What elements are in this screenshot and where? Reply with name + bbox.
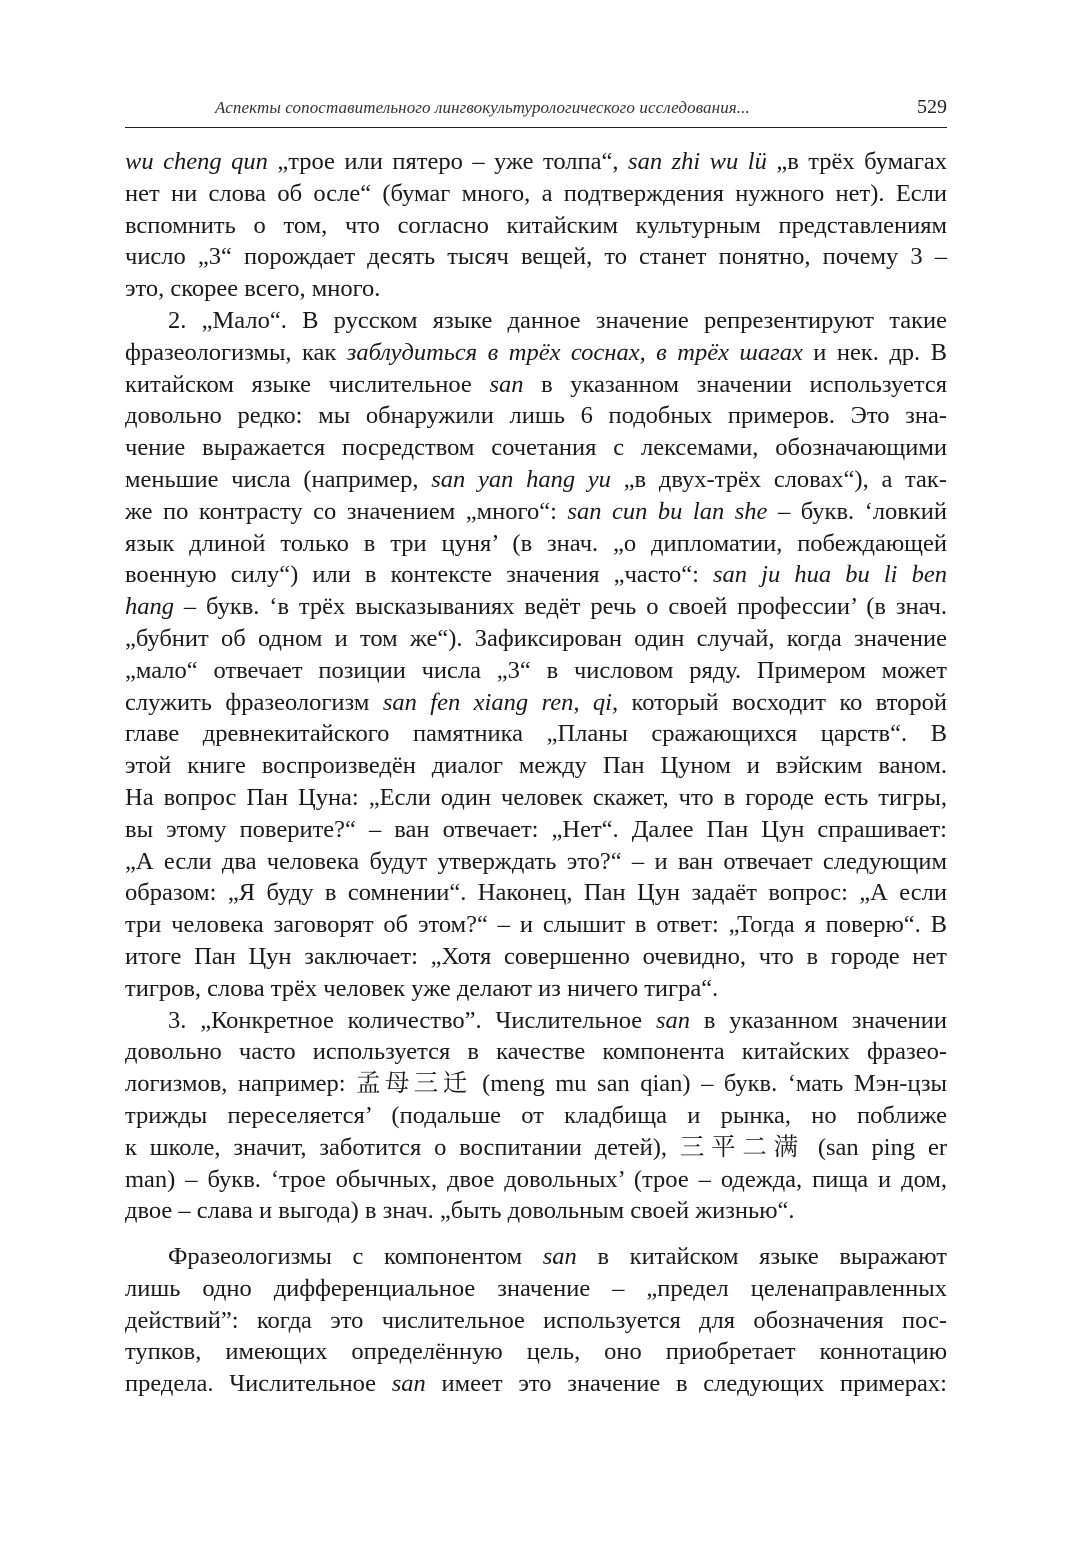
text-line [125, 782, 947, 814]
text-run: китайском языке числительное [125, 370, 490, 398]
text-run: man) – букв. ‘трое обычных, двое довольных’ (трое – одежда, пища и дом, [125, 1165, 947, 1193]
text-run: На вопрос Пан Цуна: „Если один человек скажет, что в городе есть тигры, [125, 783, 947, 811]
text-line [125, 1368, 947, 1400]
text-run: действий”: когда это числительное используется для обозначения пос- [125, 1306, 947, 1334]
italic-term: san zhi wu lü [628, 148, 767, 175]
text-line [125, 241, 947, 273]
italic-term: san cun bu lan she [567, 497, 768, 525]
text-line [125, 146, 947, 178]
text-run: тигров, слова трёх человек уже делают из ничего тигра“. [125, 974, 719, 1002]
text-run: – букв. ‘ловкий [767, 497, 947, 525]
text-run: – букв. ‘в трёх высказываниях ведёт речь о своей профессии’ (в знач. [174, 593, 947, 621]
text-run: тупков, имеющих определённую цель, оно приобретает коннотацию [125, 1338, 947, 1366]
text-line [125, 559, 947, 591]
text-line [125, 273, 947, 305]
text-line [125, 1100, 947, 1132]
text-run: служить фразеологизм [125, 688, 383, 716]
text-line [125, 687, 947, 719]
text-run: язык длиной только в три цуня’ (в знач. „о дипломатии, побеждающей [125, 529, 947, 557]
text-run: в указанном значении [690, 1006, 947, 1034]
text-run: вспомнить о том, что согласно китайским культурным представлениям [125, 211, 947, 239]
text-run: же по контрасту со значением „много“: [125, 497, 568, 525]
text-line [125, 1164, 947, 1196]
text-line [125, 369, 947, 401]
italic-term: san yan hang yu [431, 465, 611, 493]
text-line [125, 1305, 947, 1337]
text-line [125, 973, 947, 1005]
text-run: трижды переселяется’ (подальше от кладбища и рынка, но поближе [125, 1101, 947, 1129]
text-line [125, 210, 947, 242]
italic-term: wu cheng qun [125, 148, 268, 175]
text-line [125, 1273, 947, 1305]
text-line [125, 591, 947, 623]
text-line [125, 1036, 947, 1068]
text-line [125, 718, 947, 750]
body-text [125, 146, 947, 1400]
document-page [125, 96, 947, 1400]
text-run: имеет это значение в следующих примерах: [425, 1370, 947, 1398]
text-line [125, 337, 947, 369]
text-run: в указанном значении используется [523, 370, 948, 398]
text-run: „мало“ отвечает позиции числа „3“ в числовом ряду. Примером может [125, 656, 947, 684]
text-run: чение выражается посредством сочетания с лексемами, обозначающими [125, 434, 947, 462]
text-run: „А если два человека будут утверждать это?“ – и ван отвечает следующим [125, 847, 947, 875]
text-run: три человека заговорят об этом?“ – и слышит в ответ: „Тогда я поверю“. В [125, 911, 947, 939]
text-run: военную силу“) или в контексте значения „часто“: [125, 561, 714, 589]
text-run: вы этому поверите?“ – ван отвечает: „Нет“. Далее Пан Цун спрашивает: [125, 815, 947, 843]
text-run: лишь одно дифференциальное значение – „предел целенаправленных [125, 1274, 947, 1302]
text-run: Фразеологизмы с компонентом [168, 1243, 543, 1271]
text-line [125, 909, 947, 941]
text-run: „трое или пятеро – уже толпа“, [267, 148, 629, 175]
running-header [125, 96, 947, 128]
text-line [125, 1241, 947, 1273]
text-run: который восходит ко второй [618, 688, 947, 716]
text-run: довольно редко: мы обнаружили лишь 6 подобных примеров. Это зна- [125, 402, 947, 430]
text-run: меньшие числа (например, [125, 465, 432, 493]
italic-term: san ju hua bu li ben [713, 561, 947, 589]
text-line [125, 400, 947, 432]
text-line [125, 750, 947, 782]
text-line [125, 623, 947, 655]
text-line [125, 655, 947, 687]
text-run: 3. „Конкретное количество”. Числительное [168, 1006, 656, 1034]
text-line [125, 305, 947, 337]
text-line [125, 496, 947, 528]
italic-term: san [391, 1370, 426, 1398]
text-run: 2. „Мало“. В русском языке данное значение репрезентируют такие [168, 306, 947, 334]
text-line [125, 941, 947, 973]
text-run: „бубнит об одном и том же“). Зафиксирован один случай, когда значение [125, 624, 947, 652]
text-line [125, 877, 947, 909]
page-number: 529 [917, 96, 947, 118]
text-run: итоге Пан Цун заключает: „Хотя совершенно очевидно, что в городе нет [125, 942, 947, 970]
text-line [125, 178, 947, 210]
text-run: двое – слава и выгода) в знач. „быть довольным своей жизнью“. [125, 1197, 795, 1225]
italic-term: san fen xiang ren, qi, [382, 688, 619, 716]
text-line [125, 1005, 947, 1037]
text-line [125, 1132, 947, 1164]
text-run: к школе, значит, заботится о воспитании детей), 三平二满 (san ping er [125, 1133, 947, 1161]
text-run: фразеологизмы, как [125, 338, 347, 366]
text-run: и нек. др. В [802, 338, 947, 366]
text-run: число „3“ порождает десять тысяч вещей, то станет понятно, почему 3 – [125, 243, 947, 271]
text-run: „в трёх бумагах [766, 148, 948, 175]
text-run: этой книге воспроизведён диалог между Пан Цуном и вэйским ваном. [125, 752, 947, 780]
text-line [125, 1336, 947, 1368]
text-run: предела. Числительное [125, 1370, 392, 1398]
text-run: „в двух-трёх словах“), а так- [610, 465, 947, 493]
paragraph-gap [125, 1227, 947, 1241]
text-run: нет ни слова об осле“ (бумаг много, а подтверждения нужного нет). Если [125, 179, 947, 207]
text-run: в китайском языке выражают [576, 1243, 947, 1271]
text-line [125, 432, 947, 464]
text-line [125, 1068, 947, 1100]
text-line [125, 528, 947, 560]
text-line [125, 1195, 947, 1227]
italic-term: san [542, 1243, 577, 1271]
text-line [125, 464, 947, 496]
text-run: главе древнекитайского памятника „Планы сражающихся царств“. В [125, 720, 947, 748]
text-run: довольно часто используется в качестве компонента китайских фразео- [125, 1038, 947, 1066]
italic-term: hang [125, 593, 174, 621]
text-run: это, скорее всего, много. [125, 275, 381, 303]
running-title: Аспекты сопоставительного лингвокультурологического исследования... [215, 98, 750, 117]
italic-term: san [489, 370, 524, 398]
text-line [125, 846, 947, 878]
italic-term: san [656, 1006, 691, 1034]
italic-term: заблудиться в трёх соснах, в трёх шагах [346, 338, 803, 366]
text-run: образом: „Я буду в сомнении“. Наконец, Пан Цун задаёт вопрос: „А если [125, 879, 947, 907]
text-line [125, 814, 947, 846]
text-run: логизмов, например: 孟母三迁 (meng mu san qian) – букв. ‘мать Мэн-цзы [125, 1070, 947, 1098]
